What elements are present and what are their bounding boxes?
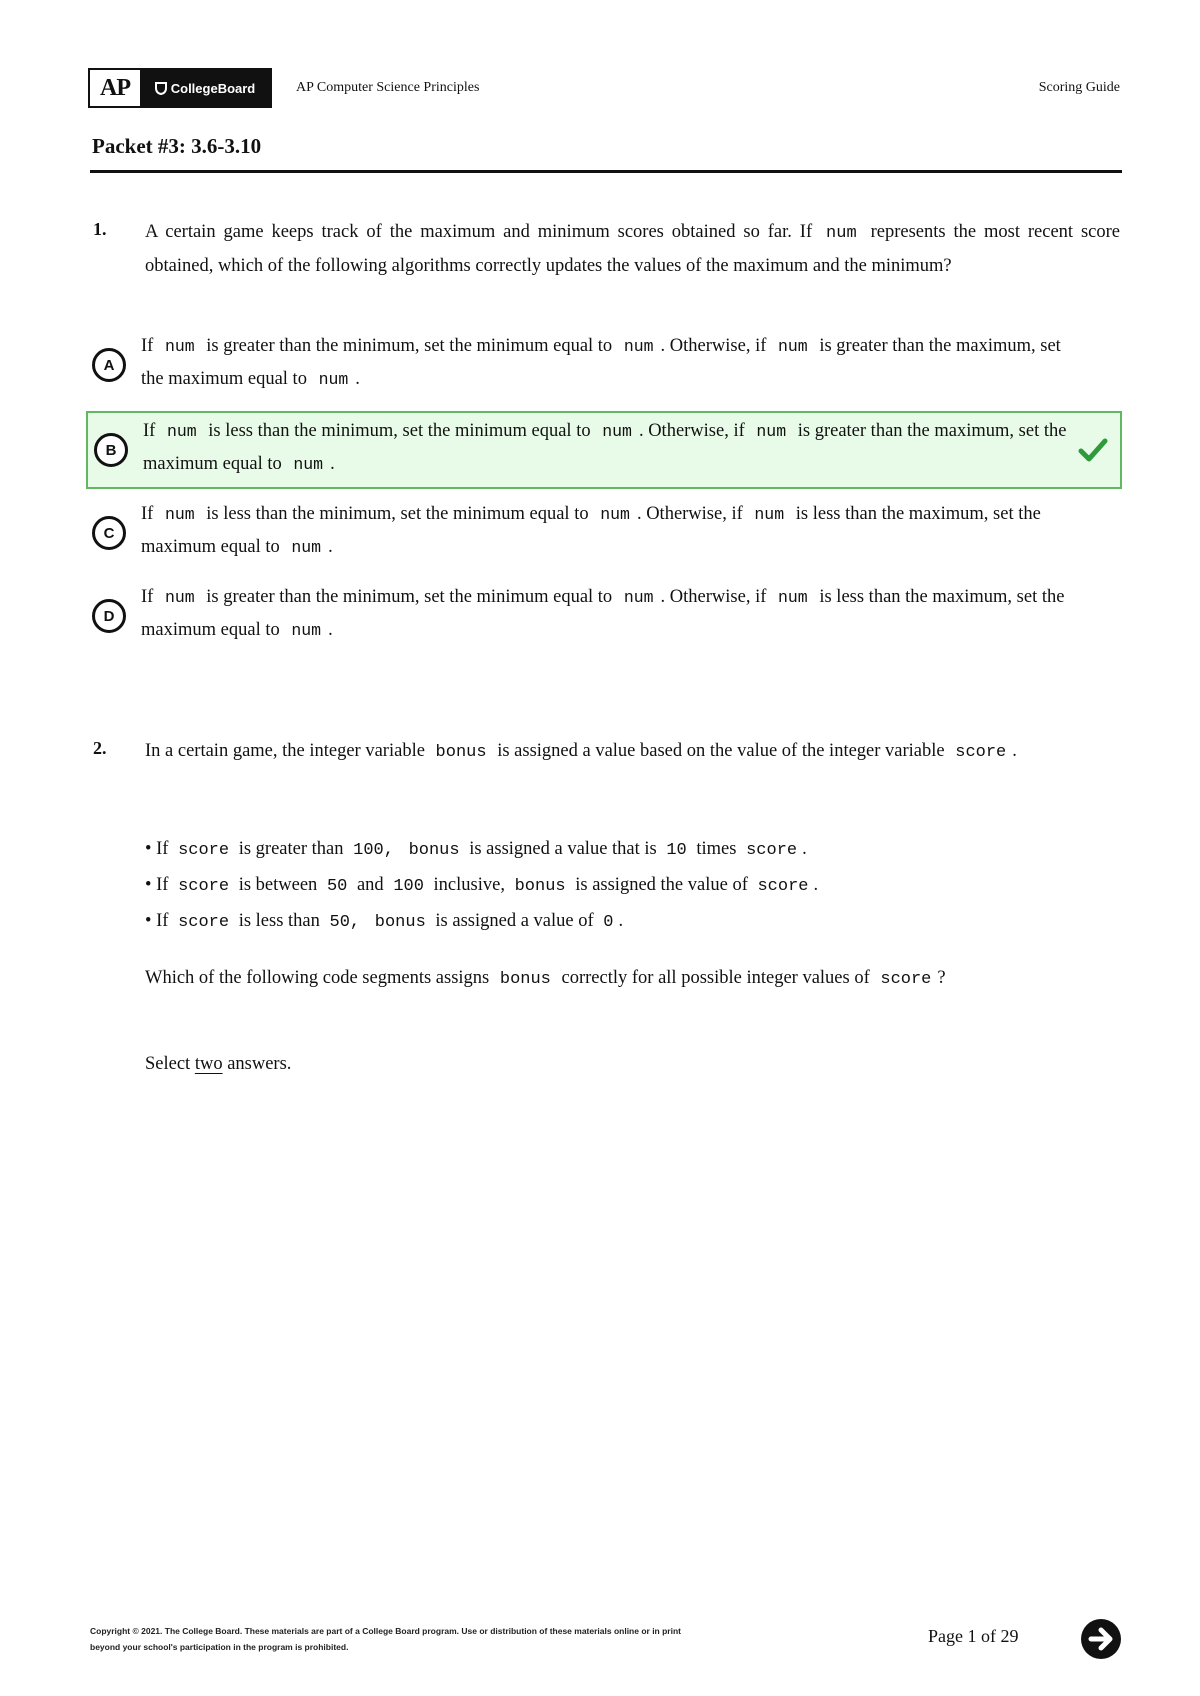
ap-logo-text: AP — [90, 70, 140, 106]
college-board-name: CollegeBoard — [170, 80, 256, 96]
acorn-shield-icon — [155, 81, 167, 95]
question-2-prompt: Which of the following code segments assigns bonus correctly for all possible integer values of score ? — [145, 968, 946, 989]
option-b-letter: B — [94, 433, 128, 467]
option-a-letter: A — [92, 348, 126, 382]
question-2-number: 2. — [93, 738, 107, 758]
option-c-letter: C — [92, 516, 126, 550]
question-1-text: A certain game keeps track of the maximum and minimum scores obtained so far. If num represents the most recent score obtained, which of the following algorithms correctly updates the values of the maximum and the minimum? — [145, 222, 1121, 276]
title-divider — [90, 170, 1122, 173]
option-b-text: If num is less than the minimum, set the minimum equal to num . Otherwise, if num is greater than the maximum, set the maximum equal to num . — [143, 421, 1067, 474]
college-board-logo-text — [140, 70, 270, 106]
course-name: AP Computer Science Principles — [296, 80, 480, 95]
page-number: Page 1 of 29 — [928, 1626, 1019, 1646]
guide-type: Scoring Guide — [1038, 80, 1120, 95]
copyright-notice: Copyright © 2021. The College Board. These materials are part of a College Board program. Use or distribution of these materials online or in print beyond your school's participation in the program is prohibited. — [90, 1626, 681, 1652]
list-item: • If score is greater than 100, bonus is assigned a value that is 10 times score . — [145, 839, 807, 860]
packet-title: Packet #3: 3.6-3.10 — [92, 134, 262, 158]
select-instruction: Select two answers. — [145, 1054, 292, 1074]
option-a-text: If num is greater than the minimum, set the minimum equal to num . Otherwise, if num is greater than the maximum, set the maximum equal to num . — [141, 336, 1061, 389]
option-d[interactable] — [86, 579, 1122, 657]
option-b[interactable] — [86, 411, 1122, 489]
bonus-rules-list — [145, 832, 818, 940]
option-d-letter: D — [92, 599, 126, 633]
correct-check-icon — [1076, 433, 1110, 467]
question-1-number: 1. — [93, 219, 107, 239]
question-2-text: In a certain game, the integer variable bonus is assigned a value based on the value of the integer variable score . — [145, 741, 1017, 762]
option-c[interactable] — [86, 496, 1122, 574]
list-item: • If score is less than 50, bonus is assigned a value of 0 . — [145, 911, 624, 932]
option-c-text: If num is less than the minimum, set the minimum equal to num . Otherwise, if num is less than the maximum, set the maximum equal to num . — [141, 504, 1041, 557]
list-item: • If score is between 50 and 100 inclusive, bonus is assigned the value of score . — [145, 875, 819, 896]
option-a[interactable] — [86, 328, 1122, 406]
ap-college-board-logo — [88, 68, 272, 108]
option-d-text: If num is greater than the minimum, set the minimum equal to num . Otherwise, if num is less than the maximum, set the maximum equal to num . — [141, 587, 1065, 640]
next-page-arrow-icon[interactable] — [1080, 1618, 1122, 1660]
